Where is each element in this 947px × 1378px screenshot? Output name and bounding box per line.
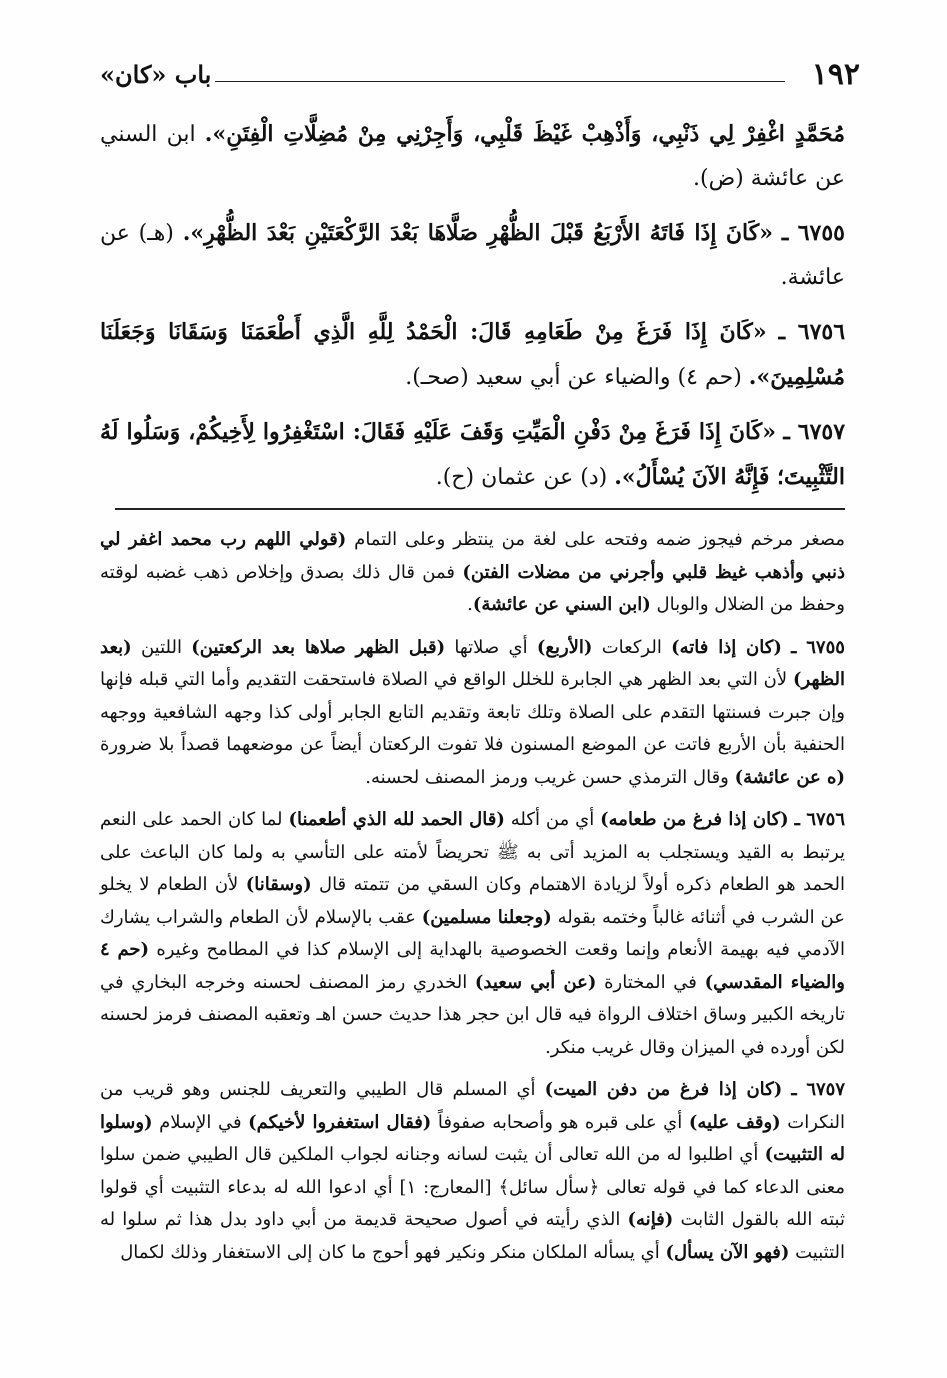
commentary-text: عقب بالإسلام لأن الطعام والشراب يشارك الآدمي فيه بهيمة الأنعام وإنما وقعت الخصوصية بالهداية إلى الإسلام كذا في المطامح وغيره <box>100 906 845 960</box>
commentary-number: ٦٧٥٦ ـ <box>794 809 846 830</box>
commentary-text: وقال الترمذي حسن غريب ورمز المصنف لحسنه. <box>365 766 729 788</box>
commentary-text: أي من أكله <box>510 809 595 830</box>
page-number: ١٩٢ <box>811 57 860 92</box>
commentary-text: الركعات <box>601 636 662 658</box>
commentary-text: لأن التي بعد الظهر هي الجابرة للخلل الواقع في الصلاة فاستحقت التقديم وأما التي قبله فإنها وإن جبرت فسنتها التقدم على الصلاة وتلك تابعة وتقديم التابع الجابر أولى كذا وجهه الشافعية ووجهه الحنفية بأن الأربع فاتت عن الموضع المسنون فلا تفوت الركعتان أيضاً عن موضعهما قصداً بلا ضرورة <box>100 669 845 755</box>
hadith-6757 <box>100 410 845 500</box>
commentary-quote: (وقف عليه) <box>688 1111 781 1133</box>
commentary-divider <box>115 508 845 510</box>
commentary-quote: (قولي اللهم رب محمد اغفر لي ذنبي وأذهب غيظ قلبي وأجرني من مضلات الفتن) <box>100 529 846 583</box>
commentary-quote: (فإنه) <box>627 1209 674 1230</box>
commentary-text: لأن الطعام لا يخلو عن الشرب في أثنائه غالباً وختمه بقوله <box>100 874 845 928</box>
commentary-text: فمن قال ذلك بصدق وإخلاص ذهب غضبه لوقته وحفظ من الضلال والوبال <box>100 561 845 615</box>
commentary-text: أي يسأله الملكان منكر ونكير فهو أحوج ما كان إلى الاستغفار وذلك لكمال <box>120 1241 660 1263</box>
commentary-number: ٦٧٥٧ ـ <box>791 1079 845 1100</box>
commentary-quote: (قال الحمد لله الذي أطعمنا) <box>288 809 505 830</box>
commentary-text: . <box>467 594 473 615</box>
header-rule <box>215 81 785 82</box>
commentary-text: اللتين <box>140 636 182 658</box>
commentary-quote: (عن أبي سعيد) <box>474 971 597 993</box>
commentary-quote: (فقال استغفروا لأخيكم) <box>248 1111 432 1133</box>
commentary-quote: (ابن السني عن عائشة) <box>472 594 651 615</box>
hadith-text: «كَانَ إِذَا فَرَغَ مِنْ طَعَامِهِ قَالَ: الْحَمْدُ لِلَّهِ الَّذِي أَطْعَمَنَا وَسَقَانَا وَجَعَلَنَا مُسْلِمِينَ». <box>100 319 845 390</box>
commentary-quote: (بعد الظهر) <box>100 636 845 690</box>
commentary-text: في الإسلام <box>159 1111 242 1133</box>
commentary-number: ٦٧٥٥ ـ <box>791 636 845 658</box>
commentary-quote: (وجعلنا مسلمين) <box>421 906 552 928</box>
hadith-main-text <box>100 112 845 510</box>
hadith-reference: ابن السني عن عائشة (ض). <box>100 122 845 191</box>
commentary-quote: (حم ٤ والضياء المقدسي) <box>100 939 845 993</box>
commentary-text: في المختارة <box>604 971 697 993</box>
commentary-text: مصغر مرخم فيجوز ضمه وفتحه على لغة من ينتظر وعلى التمام <box>354 529 845 550</box>
hadith-number: ٦٧٥٥ ـ <box>781 220 845 246</box>
hadith-6756 <box>100 310 845 400</box>
hadith-reference: (د) عن عثمان (ح). <box>435 465 608 490</box>
hadith-text: «كَانَ إِذَا فَرَغَ مِنْ دَفْنِ الْمَيِّتِ وَقَفَ عَلَيْهِ فَقَالَ: اسْتَغْفِرُوا لِأَخِيكُمْ، وَسَلُوا لَهُ التَّثْبِيتَ؛ فَإِنَّهُ الآنَ يُسْأَلُ». <box>100 419 845 490</box>
hadith-reference: (حم ٤) والضياء عن أبي سعيد (صحـ). <box>405 365 742 390</box>
commentary-quote: (كان إذا فرغ من طعامه) <box>600 809 789 830</box>
commentary-quote: (وسقانا) <box>245 874 312 895</box>
commentary-quote: (ه عن عائشة) <box>734 766 845 788</box>
commentary-section <box>100 524 845 1279</box>
commentary-quote: (فهو الآن يسأل) <box>665 1241 790 1263</box>
page-header <box>100 55 860 95</box>
commentary-6757 <box>100 1074 845 1269</box>
commentary-quote: (وسلوا له التثبيت) <box>100 1111 845 1165</box>
hadith-number: ٦٧٥٦ ـ <box>778 319 846 345</box>
hadith-continuation <box>100 112 845 201</box>
hadith-text: «كَانَ إِذَا فَاتَهُ الأَرْبَعُ قَبْلَ الظُّهْرِ صَلَّاهَا بَعْدَ الرَّكْعَتَيْنِ بَعْدَ الظُّهْرِ». <box>182 220 773 246</box>
hadith-number: ٦٧٥٧ ـ <box>783 419 846 445</box>
commentary-continuation <box>100 524 845 622</box>
commentary-text: أي اطلبوا له من الله تعالى أن يثبت لسانه وجنانه لجواب الملكين قال الطيبي ضمن سلوا معنى الدعاء كما في قوله تعالى ﴿سأل سائل﴾ [المعارج: ١] أي ادعوا الله له بدعاء التثبيت أي قولوا ثبته الله بالقول الثابت <box>100 1144 845 1230</box>
hadith-text: مُحَمَّدٍ اغْفِرْ لِي ذَنْبِي، وَأَذْهِبْ غَيْظَ قَلْبِي، وَأَجِرْنِي مِنْ مُضِلَّاتِ الْفِتَنِ». <box>204 121 845 147</box>
commentary-text: لما كان الحمد على النعم يرتبط به القيد ويستجلب به المزيد أتى به ﷺ تحريضاً لأمته على التأسي به ولما كان الباعث على الحمد هو الطعام ذكره أولاً لزيادة الاهتمام وكان السقي من تتمته قال <box>100 809 845 895</box>
hadith-6755 <box>100 211 845 300</box>
commentary-quote: (كان إذا فاته) <box>671 636 782 658</box>
commentary-text: أي على قبره هو وأصحابه صفوفاً <box>437 1111 683 1133</box>
commentary-text: الذي رأيته في أصول صحيحة قديمة من أبي داود بدل هذا ثم سلوا له التثبيت <box>100 1209 845 1263</box>
commentary-6755 <box>100 632 845 795</box>
hadith-reference: (هـ) عن عائشة. <box>100 221 845 290</box>
commentary-text: الخدري رمز المصنف لحسنه وخرجه البخاري في تاريخه الكبير وساق اختلاف الرواة فيه قال ابن حجر هذا حديث حسن اهـ وتعقبه المصنف فرمز لحسنه لكن أورده في الميزان وقال غريب منكر. <box>100 971 845 1058</box>
commentary-text: أي المسلم قال الطيبي والتعريف للجنس وهو قريب من النكرات <box>100 1079 845 1133</box>
chapter-title: باب «كان» <box>100 60 212 89</box>
commentary-text: أي صلاتها <box>454 636 528 658</box>
commentary-quote: (كان إذا فرغ من دفن الميت) <box>544 1079 783 1100</box>
commentary-quote: (قبل الظهر صلاها بعد الركعتين) <box>191 636 446 658</box>
commentary-6756 <box>100 804 845 1064</box>
commentary-quote: (الأربع) <box>536 636 593 658</box>
